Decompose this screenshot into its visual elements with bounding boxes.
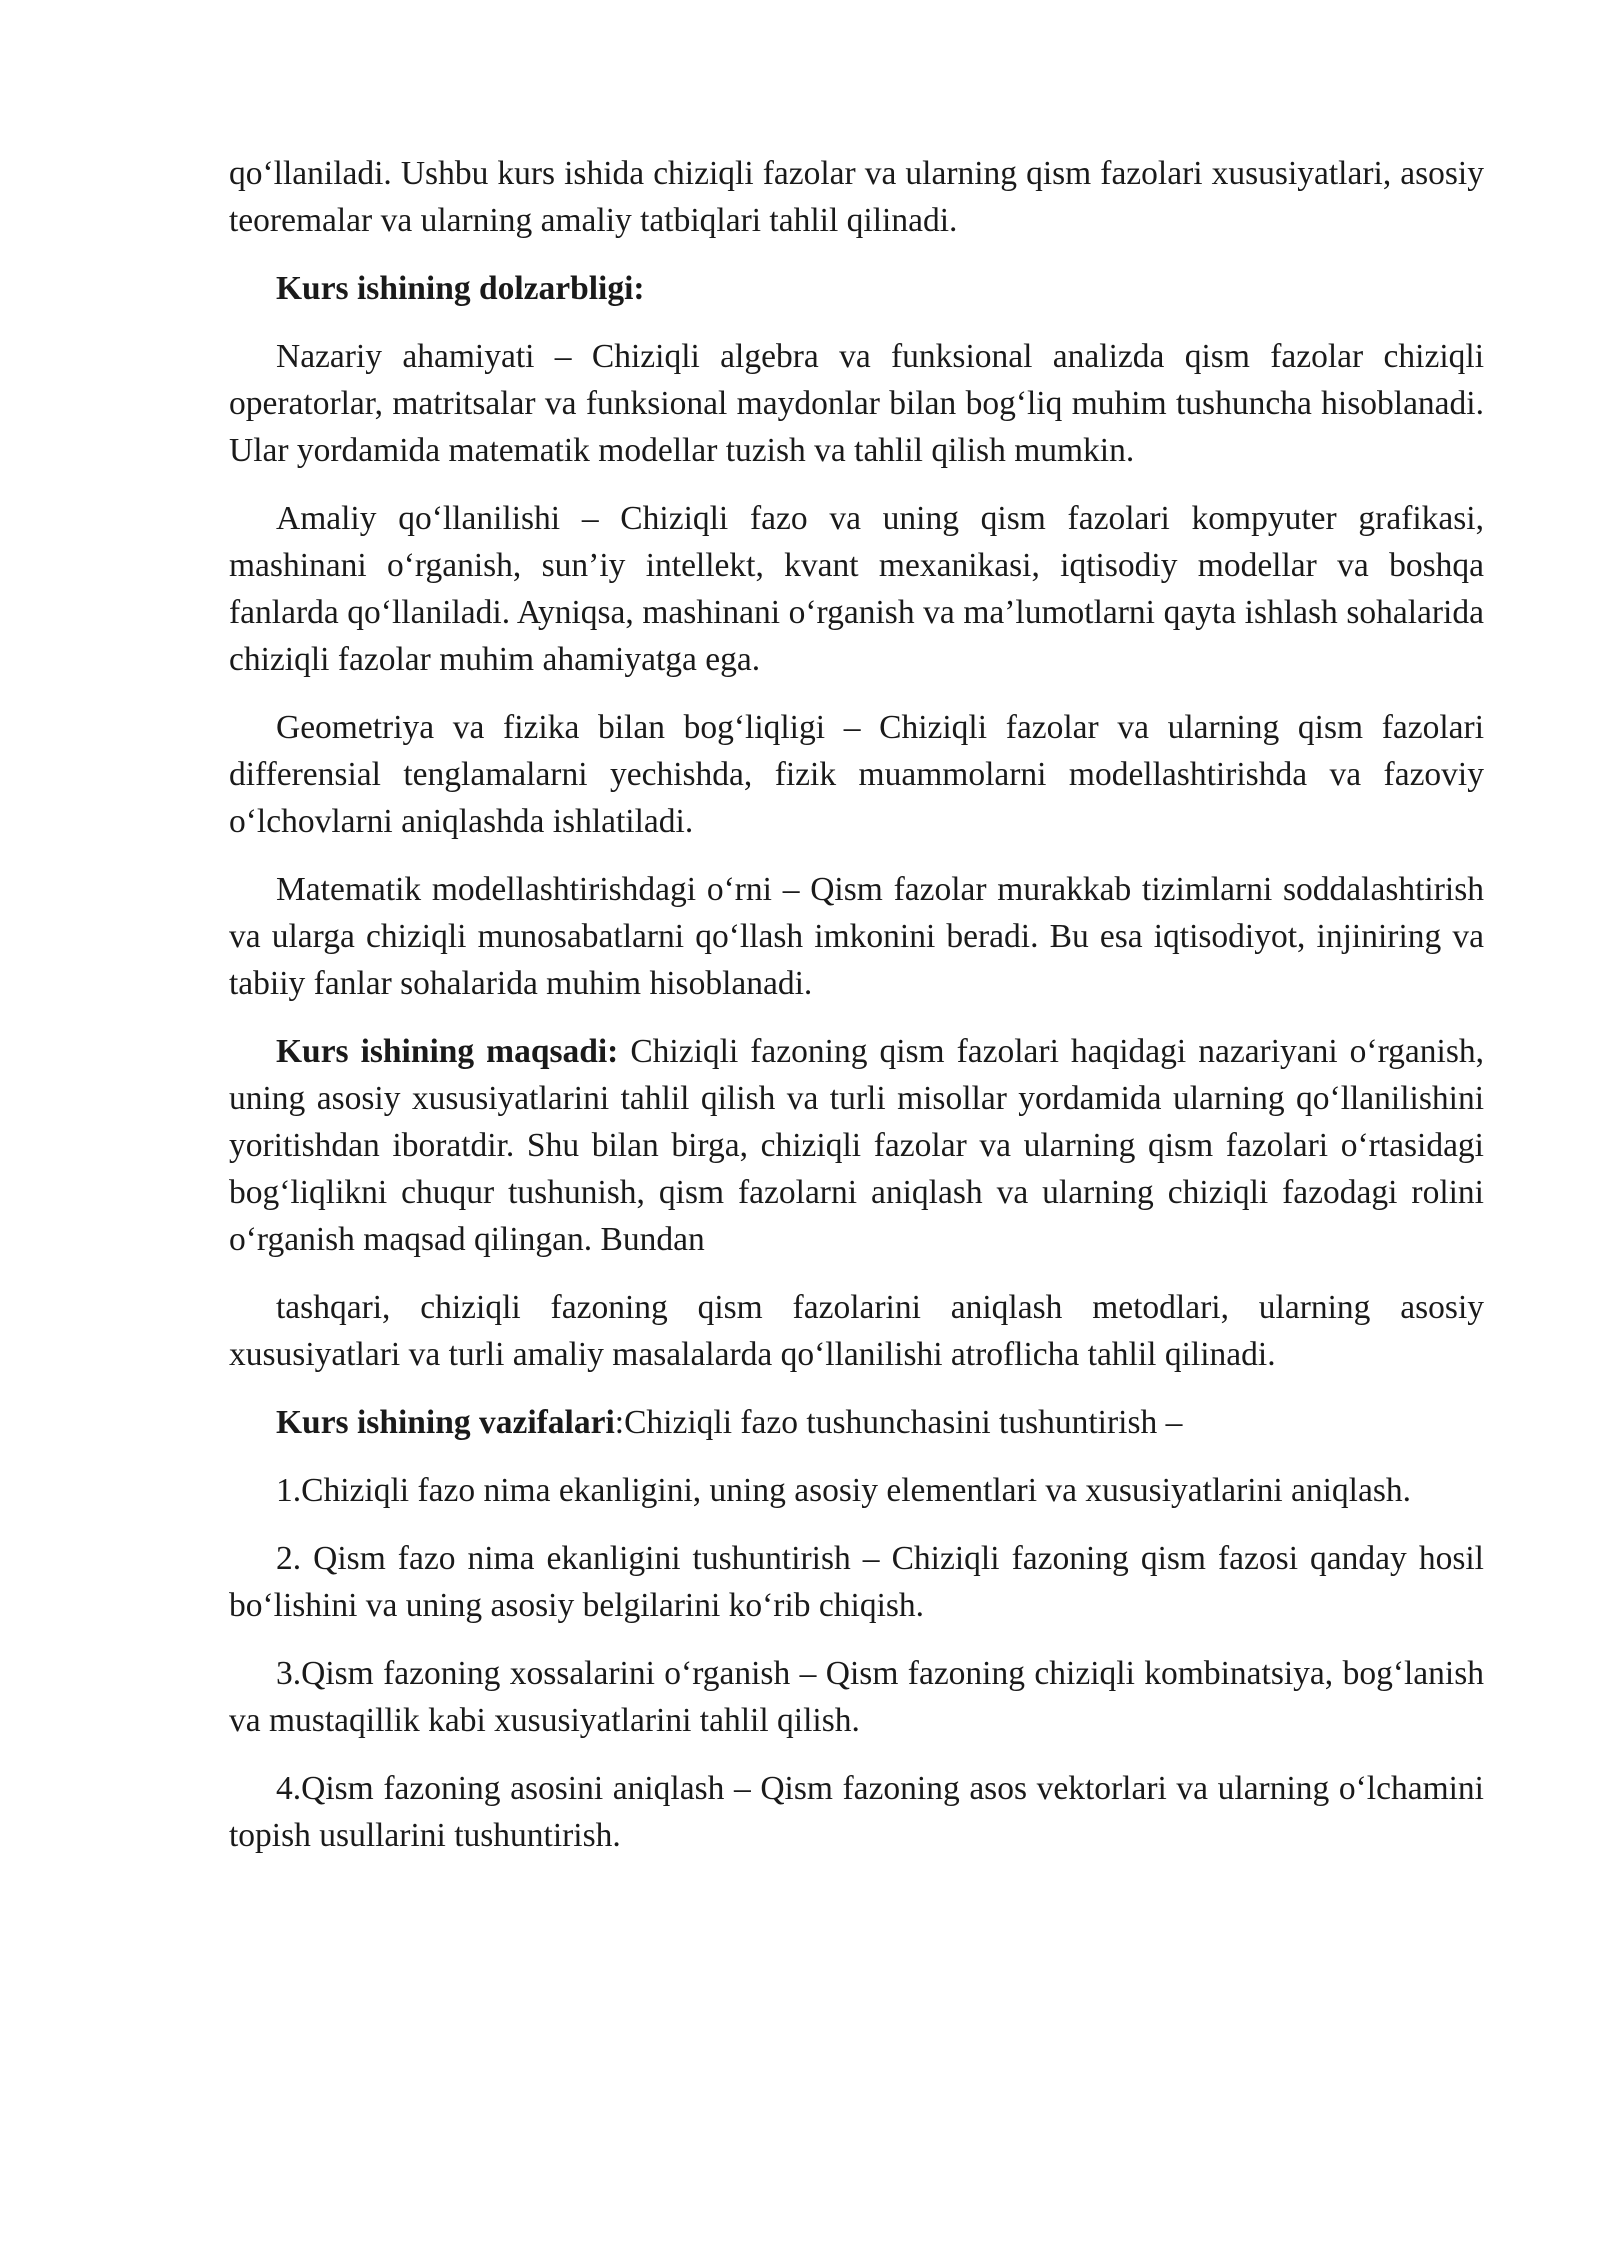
- tasks-paragraph: [229, 1399, 1484, 1446]
- goal-label: Kurs ishining maqsadi:: [276, 1033, 619, 1070]
- geometry-physics-paragraph: Geometriya va fizika bilan bog‘liqligi – Chiziqli fazolar va ularning qism fazolari differensial tenglamalarni yechishda, fizik muammolarni modellashtirishda va fazoviy o‘lchovlarni aniqlashda ishlatiladi.: [229, 709, 1484, 840]
- goal-continuation-paragraph: tashqari, chiziqli fazoning qism fazolarini aniqlash metodlari, ularning asosiy xususiyatlari va turli amaliy masalalarda qo‘llanilishi atroflicha tahlil qilinadi.: [229, 1289, 1484, 1373]
- relevance-heading-text: Kurs ishining dolzarbligi:: [276, 270, 645, 307]
- task-item-3: 3.Qism fazoning xossalarini o‘rganish – Qism fazoning chiziqli kombinatsiya, bog‘lanish va mustaqillik kabi xususiyatlarini tahlil qilish.: [229, 1655, 1484, 1739]
- relevance-heading: [229, 265, 1484, 312]
- practical-application-paragraph: Amaliy qo‘llanilishi – Chiziqli fazo va uning qism fazolari kompyuter grafikasi, mashinani o‘rganish, sun’iy intellekt, kvant mexanikasi, iqtisodiy modellar va boshqa fanlarda qo‘llaniladi. Ayniqsa, mashinani o‘rganish va ma’lumotlarni qayta ishlash sohalarida chiziqli fazolar muhim ahamiyatga ega.: [229, 500, 1484, 678]
- tasks-text: :Chiziqli fazo tushunchasini tushuntirish –: [614, 1404, 1183, 1441]
- modeling-role-paragraph: Matematik modellashtirishdagi o‘rni – Qism fazolar murakkab tizimlarni soddalashtirish va ularga chiziqli munosabatlarni qo‘llash imkonini beradi. Bu esa iqtisodiyot, injiniring va tabiiy fanlar sohalarida muhim hisoblanadi.: [229, 871, 1484, 1002]
- theoretical-significance-paragraph: Nazariy ahamiyati – Chiziqli algebra va funksional analizda qism fazolar chiziqli operatorlar, matritsalar va funksional maydonlar bilan bog‘liq muhim tushuncha hisoblanadi. Ular yordamida matematik modellar tuzish va tahlil qilish mumkin.: [229, 338, 1484, 469]
- task-item-2: 2. Qism fazo nima ekanligini tushuntirish – Chiziqli fazoning qism fazosi qanday hosil bo‘lishini va uning asosiy belgilarini ko‘rib chiqish.: [229, 1540, 1484, 1624]
- task-item-4: 4.Qism fazoning asosini aniqlash – Qism fazoning asos vektorlari va ularning o‘lchamini topish usullarini tushuntirish.: [229, 1770, 1484, 1854]
- goal-text: Chiziqli fazoning qism fazolari haqidagi nazariyani o‘rganish, uning asosiy xususiyatlarini tahlil qilish va turli misollar yordamida ularning qo‘llanilishini yoritishdan iboratdir. Shu bilan birga, chiziqli fazolar va ularning qism fazolari o‘rtasidagi bog‘liqlikni chuqur tushunish, qism fazolarni aniqlash va ularning chiziqli fazodagi rolini o‘rganish maqsad qilingan. Bundan: [229, 1033, 1484, 1258]
- goal-paragraph: [229, 1028, 1484, 1263]
- task-item-1: 1.Chiziqli fazo nima ekanligini, uning asosiy elementlari va xususiyatlarini aniqlash.: [276, 1472, 1412, 1509]
- document-page: [229, 150, 1484, 1880]
- intro-paragraph: qo‘llaniladi. Ushbu kurs ishida chiziqli fazolar va ularning qism fazolari xususiyatlari, asosiy teoremalar va ularning amaliy tatbiqlari tahlil qilinadi.: [229, 155, 1484, 239]
- tasks-label: Kurs ishining vazifalari: [276, 1404, 615, 1441]
